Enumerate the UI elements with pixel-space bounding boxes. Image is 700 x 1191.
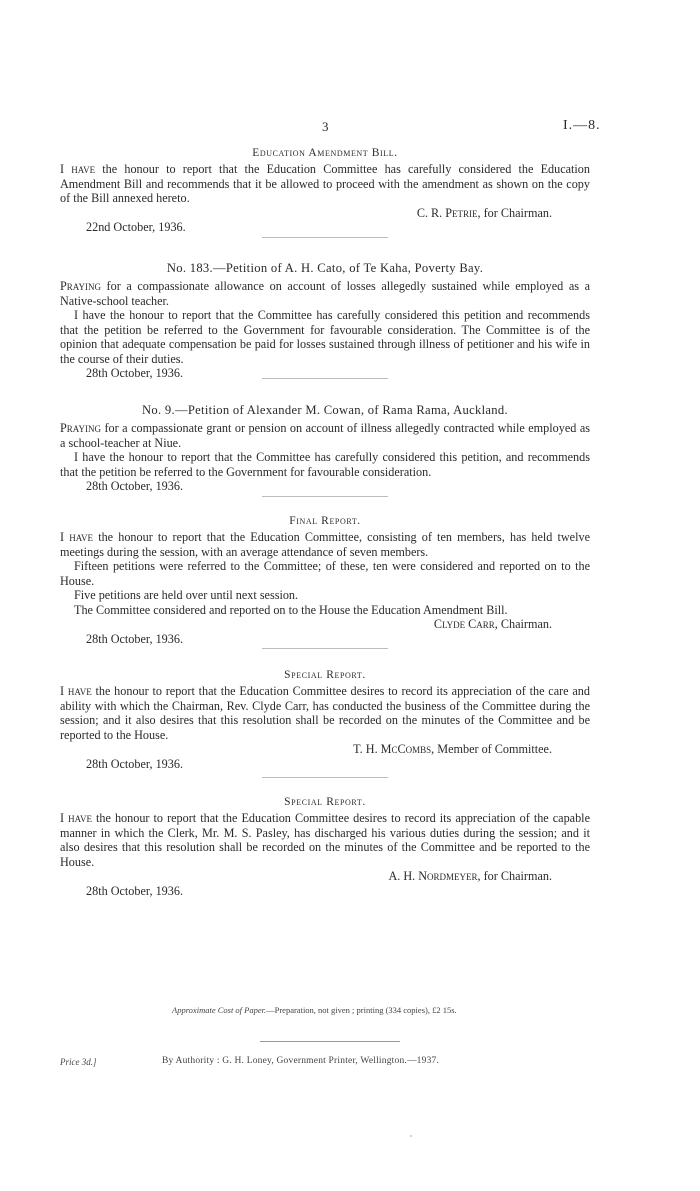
paragraph (60, 811, 590, 869)
paragraph: Fifteen petitions were referred to the Committee; of these, ten were considered and reported on to the House. (60, 559, 590, 588)
paragraph: I have the honour to report that the Committee has carefully considered this petition and recommends that the petition be referred to the Government for favourable consideration. The Committee is of the opinion that adequate compensation be paid for losses sustained through illness of petitioner and his wife in the course of their duties. (60, 308, 590, 366)
section-heading: Special Report. (284, 669, 366, 681)
section-divider (262, 237, 388, 238)
section-heading: Special Report. (284, 796, 366, 808)
signatory-name: T. H. McCombs (353, 742, 432, 756)
section-petition-9 (60, 403, 590, 494)
paragraph-text: the honour to report that the Education Committee, consisting of ten members, has held twelve meetings during the session, with an average attendance of seven members. (60, 530, 590, 559)
paragraph-text: for a compassionate allowance on account of losses allegedly sustained while employed as a Native-school teacher. (60, 279, 590, 308)
signature (60, 206, 590, 221)
section-divider (262, 378, 388, 379)
section-education-bill (60, 147, 590, 235)
signatory-title: , for Chairman. (477, 205, 552, 220)
section-final-report (60, 515, 590, 646)
report-date: 28th October, 1936. (86, 366, 183, 380)
paragraph (60, 279, 590, 308)
section-divider (262, 648, 388, 649)
paragraph-text: the honour to report that the Education Committee desires to record its appreciation of the care and ability with which the Chairman, Rev. Clyde Carr, has conducted the business of the Committee during the session; and it also desires that this resolution shall be recorded on the minutes of the Committee and be reported to the House. (60, 684, 590, 742)
signature (60, 742, 590, 757)
petition-heading: No. 183.—Petition of A. H. Cato, of Te Kaha, Poverty Bay. (166, 261, 484, 275)
lead-word: I have (60, 684, 92, 698)
paragraph: The Committee considered and reported on to the House the Education Amendment Bill. (74, 602, 508, 617)
lead-word: I have (60, 162, 96, 176)
signatory-name: C. R. Petrie (416, 205, 478, 220)
paragraph (60, 421, 590, 450)
paragraph-text: the honour to report that the Education Committee desires to record its appreciation of the capable manner in which the Clerk, Mr. M. S. Pasley, has discharged his various duties during the session; and it also desires that this resolution shall be recorded on the minutes of the Committee and be reported to the House. (60, 811, 590, 869)
page-reference: I.—8. (563, 118, 601, 133)
signature (60, 869, 590, 884)
cost-text: —Preparation, not given ; printing (334 copies), £2 15s. (266, 1005, 457, 1015)
section-divider (262, 496, 388, 497)
signatory-title: , Chairman. (494, 617, 552, 631)
section-special-report-1 (60, 669, 590, 771)
cost-label: Approximate Cost of Paper. (172, 1005, 267, 1015)
paragraph: I have the honour to report that the Committee has carefully considered this petition, and recommends that the petition be referred to the Government for favourable consideration. (60, 450, 590, 479)
report-date: 28th October, 1936. (86, 756, 183, 771)
report-date: 28th October, 1936. (86, 631, 183, 646)
report-date: 22nd October, 1936. (86, 220, 186, 234)
lead-word: I have (60, 530, 94, 544)
cost-footnote (172, 1005, 457, 1015)
section-petition-183 (60, 261, 590, 381)
printer-authority: By Authority : G. H. Loney, Government Printer, Wellington.—1937. (162, 1056, 440, 1066)
paragraph (60, 530, 590, 559)
section-special-report-2 (60, 796, 590, 898)
report-date: 28th October, 1936. (86, 479, 183, 493)
paragraph-text: the honour to report that the Education Committee has carefully considered the Education Amendment Bill and recommends that it be allowed to proceed with the amendment as shown on the copy of the Bill annexed hereto. (60, 162, 590, 205)
section-heading: Education Amendment Bill. (252, 147, 398, 159)
scan-speck (410, 1135, 412, 1137)
footer-divider (260, 1041, 400, 1042)
lead-word: I have (60, 811, 92, 825)
report-date: 28th October, 1936. (86, 883, 183, 898)
lead-word: Praying (60, 279, 101, 293)
paragraph: Five petitions are held over until next session. (74, 588, 299, 602)
signatory-name: Clyde Carr (433, 617, 495, 631)
signatory-title: , Member of Committee. (431, 742, 552, 756)
signatory-name: A. H. Nordmeyer (388, 869, 478, 883)
paragraph-text: for a compassionate grant or pension on account of illness allegedly contracted while employed as a school-teacher at Niue. (60, 421, 590, 450)
section-heading: Final Report. (289, 515, 361, 527)
page-number: 3 (322, 119, 329, 134)
petition-heading: No. 9.—Petition of Alexander M. Cowan, of Rama Rama, Auckland. (142, 403, 508, 417)
signatory-title: , for Chairman. (477, 869, 552, 883)
paragraph (60, 684, 590, 742)
paragraph (60, 162, 590, 206)
lead-word: Praying (60, 421, 101, 435)
price-label: Price 3d.] (60, 1057, 97, 1067)
signature (60, 617, 590, 632)
section-divider (262, 777, 388, 778)
